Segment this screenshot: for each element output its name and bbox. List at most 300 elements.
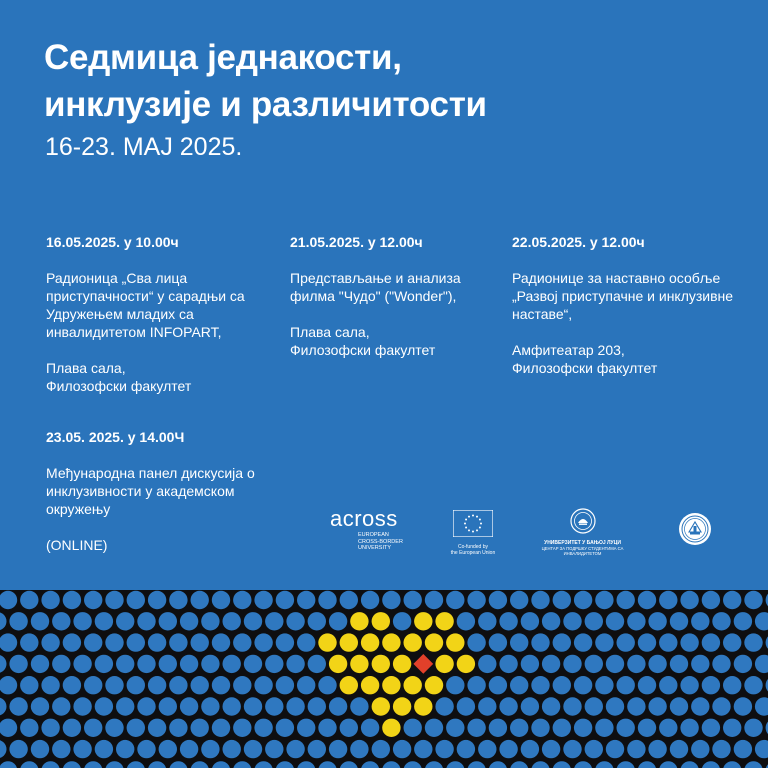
- event-datetime: 21.05.2025. у 12.00ч: [290, 234, 423, 250]
- blue-dot: [31, 655, 49, 673]
- yellow-dot: [372, 655, 390, 673]
- across-logo: [330, 508, 420, 552]
- blue-dot: [510, 676, 528, 694]
- blue-dot: [63, 761, 81, 768]
- blue-dot: [425, 761, 443, 768]
- blue-dot: [404, 761, 422, 768]
- blue-dot: [755, 740, 768, 758]
- blue-dot: [9, 612, 27, 630]
- blue-dot: [542, 697, 560, 715]
- eu-logo: [448, 510, 498, 556]
- blue-dot: [680, 719, 698, 737]
- blue-dot: [308, 655, 326, 673]
- blue-dot: [20, 633, 38, 651]
- blue-dot: [84, 591, 102, 609]
- unibl-name: УНИВЕРЗИТЕТ У БАЊОЈ ЛУЦИ: [544, 540, 621, 546]
- blue-dot: [148, 761, 166, 768]
- blue-dot: [648, 655, 666, 673]
- blue-dot: [276, 591, 294, 609]
- event-dates: 16-23. MAJ 2025.: [45, 133, 243, 161]
- blue-dot: [723, 676, 741, 694]
- blue-dot: [521, 612, 539, 630]
- blue-dot: [680, 676, 698, 694]
- blue-dot: [702, 719, 720, 737]
- blue-dot: [95, 740, 113, 758]
- blue-dot: [180, 697, 198, 715]
- blue-dot: [212, 719, 230, 737]
- blue-dot: [41, 591, 59, 609]
- blue-dot: [308, 612, 326, 630]
- blue-dot: [467, 591, 485, 609]
- blue-dot: [361, 761, 379, 768]
- blue-dot: [276, 761, 294, 768]
- blue-dot: [734, 612, 752, 630]
- blue-dot: [744, 761, 762, 768]
- event-location: (ONLINE): [46, 537, 108, 553]
- blue-dot: [31, 740, 49, 758]
- blue-dot: [95, 612, 113, 630]
- blue-dot: [223, 697, 241, 715]
- blue-dot: [105, 719, 123, 737]
- blue-dot: [52, 740, 70, 758]
- blue-dot: [680, 761, 698, 768]
- blue-dot: [574, 761, 592, 768]
- blue-dot: [563, 740, 581, 758]
- blue-dot: [361, 719, 379, 737]
- eu-star: [476, 529, 478, 531]
- eu-cofunded-text: Co-funded by the European Union: [450, 544, 496, 556]
- eu-star: [465, 519, 467, 521]
- blue-dot: [95, 697, 113, 715]
- blue-dot: [137, 697, 155, 715]
- yellow-dot: [340, 676, 358, 694]
- blue-dot: [159, 612, 177, 630]
- blue-dot: [617, 676, 635, 694]
- blue-dot: [606, 612, 624, 630]
- blue-dot: [542, 612, 560, 630]
- blue-dot: [723, 633, 741, 651]
- blue-dot: [318, 591, 336, 609]
- blue-dot: [734, 655, 752, 673]
- blue-dot: [329, 740, 347, 758]
- blue-dot: [52, 655, 70, 673]
- title-line-2: инклузије и различитости: [44, 85, 487, 124]
- blue-dot: [595, 676, 613, 694]
- blue-dot: [521, 740, 539, 758]
- blue-dot: [574, 719, 592, 737]
- blue-dot: [435, 740, 453, 758]
- blue-dot: [670, 740, 688, 758]
- blue-dot: [63, 633, 81, 651]
- blue-dot: [223, 655, 241, 673]
- blue-dot: [63, 676, 81, 694]
- blue-dot: [276, 719, 294, 737]
- blue-dot: [286, 655, 304, 673]
- blue-dot: [489, 633, 507, 651]
- blue-dot: [638, 761, 656, 768]
- blue-dot: [20, 676, 38, 694]
- blue-dot: [148, 591, 166, 609]
- blue-dot: [617, 633, 635, 651]
- blue-dot: [169, 719, 187, 737]
- event-description: Радионице за наставно особље „Развој приступачне и инклузивне наставе“,: [512, 270, 734, 322]
- eu-star: [479, 527, 481, 529]
- blue-dot: [606, 655, 624, 673]
- red-diamond: [413, 654, 433, 674]
- blue-dot: [638, 591, 656, 609]
- blue-dot: [95, 655, 113, 673]
- blue-dot: [393, 612, 411, 630]
- blue-dot: [41, 761, 59, 768]
- blue-dot: [201, 697, 219, 715]
- blue-dot: [361, 591, 379, 609]
- faculty-seal-icon: [678, 512, 712, 546]
- across-tagline: EUROPEAN CROSS-BORDER UNIVERSITY: [358, 532, 403, 551]
- blue-dot: [755, 697, 768, 715]
- blue-dot: [744, 633, 762, 651]
- blue-dot: [0, 633, 17, 651]
- blue-dot: [510, 719, 528, 737]
- blue-dot: [212, 676, 230, 694]
- yellow-dot: [382, 676, 400, 694]
- blue-dot: [755, 612, 768, 630]
- blue-dot: [127, 676, 145, 694]
- blue-dot: [191, 761, 209, 768]
- blue-dot: [127, 719, 145, 737]
- blue-dot: [0, 761, 17, 768]
- blue-dot: [691, 655, 709, 673]
- eu-star: [479, 519, 481, 521]
- blue-dot: [191, 633, 209, 651]
- blue-dot: [244, 697, 262, 715]
- blue-dot: [435, 697, 453, 715]
- blue-dot: [489, 591, 507, 609]
- blue-dot: [9, 655, 27, 673]
- blue-dot: [467, 761, 485, 768]
- event-description: Радионица „Сва лица приступачности“ у сарадњи са Удружењем младих са инвалидитетом INFOPART,: [46, 270, 245, 340]
- blue-dot: [372, 740, 390, 758]
- blue-dot: [276, 676, 294, 694]
- blue-dot: [52, 612, 70, 630]
- blue-dot: [382, 761, 400, 768]
- blue-dot: [489, 676, 507, 694]
- blue-dot: [308, 740, 326, 758]
- blue-dot: [521, 697, 539, 715]
- blue-dot: [723, 761, 741, 768]
- blue-dot: [680, 591, 698, 609]
- blue-dot: [0, 655, 7, 673]
- blue-dot: [606, 740, 624, 758]
- blue-dot: [478, 655, 496, 673]
- blue-dot: [531, 591, 549, 609]
- blue-dot: [563, 655, 581, 673]
- blue-dot: [595, 591, 613, 609]
- blue-dot: [223, 740, 241, 758]
- blue-dot: [191, 719, 209, 737]
- blue-dot: [254, 591, 272, 609]
- yellow-dot: [372, 697, 390, 715]
- blue-dot: [734, 697, 752, 715]
- blue-dot: [340, 719, 358, 737]
- blue-dot: [148, 676, 166, 694]
- blue-dot: [414, 740, 432, 758]
- blue-dot: [638, 719, 656, 737]
- blue-dot: [265, 655, 283, 673]
- blue-dot: [723, 591, 741, 609]
- blue-dot: [318, 719, 336, 737]
- blue-dot: [137, 612, 155, 630]
- blue-dot: [691, 612, 709, 630]
- eu-star: [472, 531, 474, 533]
- event-datetime: 23.05. 2025. у 14.00Ч: [46, 429, 185, 445]
- eu-star: [476, 516, 478, 518]
- blue-dot: [244, 740, 262, 758]
- blue-dot: [553, 761, 571, 768]
- blue-dot: [510, 761, 528, 768]
- event-location: Амфитеатар 203, Филозофски факултет: [512, 342, 658, 376]
- blue-dot: [265, 697, 283, 715]
- dot-heart-graphic: [0, 590, 768, 768]
- blue-dot: [137, 655, 155, 673]
- eu-star: [468, 516, 470, 518]
- blue-dot: [244, 655, 262, 673]
- blue-dot: [41, 676, 59, 694]
- blue-dot: [73, 655, 91, 673]
- poster-title: [44, 34, 487, 128]
- blue-dot: [31, 697, 49, 715]
- blue-dot: [446, 676, 464, 694]
- blue-dot: [617, 719, 635, 737]
- blue-dot: [116, 612, 134, 630]
- yellow-dot: [457, 655, 475, 673]
- blue-dot: [244, 612, 262, 630]
- blue-dot: [254, 761, 272, 768]
- event-datetime: 22.05.2025. у 12.00ч: [512, 234, 645, 250]
- blue-dot: [84, 761, 102, 768]
- blue-dot: [638, 633, 656, 651]
- unibl-logo: [535, 508, 630, 556]
- blue-dot: [659, 719, 677, 737]
- blue-dot: [180, 655, 198, 673]
- blue-dot: [382, 591, 400, 609]
- blue-dot: [169, 676, 187, 694]
- blue-dot: [585, 697, 603, 715]
- university-emblem-icon: [570, 508, 596, 534]
- blue-dot: [659, 761, 677, 768]
- blue-dot: [542, 740, 560, 758]
- blue-dot: [712, 740, 730, 758]
- yellow-dot: [414, 697, 432, 715]
- blue-dot: [744, 676, 762, 694]
- yellow-dot: [435, 612, 453, 630]
- blue-dot: [627, 612, 645, 630]
- blue-dot: [467, 676, 485, 694]
- blue-dot: [116, 697, 134, 715]
- faculty-seal-logo: [678, 512, 712, 551]
- event-description: Међународна панел дискусија о инклузивности у академском окружењу: [46, 465, 255, 517]
- blue-dot: [159, 697, 177, 715]
- across-wordmark: across: [330, 506, 398, 531]
- yellow-dot: [350, 655, 368, 673]
- blue-dot: [510, 633, 528, 651]
- blue-dot: [286, 697, 304, 715]
- blue-dot: [478, 612, 496, 630]
- blue-dot: [191, 676, 209, 694]
- blue-dot: [499, 655, 517, 673]
- blue-dot: [531, 633, 549, 651]
- blue-dot: [531, 676, 549, 694]
- event-block: [290, 233, 500, 359]
- blue-dot: [425, 591, 443, 609]
- blue-dot: [212, 633, 230, 651]
- blue-dot: [297, 676, 315, 694]
- blue-dot: [84, 719, 102, 737]
- blue-dot: [606, 697, 624, 715]
- blue-dot: [340, 761, 358, 768]
- blue-dot: [574, 591, 592, 609]
- blue-dot: [712, 655, 730, 673]
- blue-dot: [212, 591, 230, 609]
- blue-dot: [553, 719, 571, 737]
- blue-dot: [510, 591, 528, 609]
- blue-dot: [744, 719, 762, 737]
- blue-dot: [105, 591, 123, 609]
- blue-dot: [404, 591, 422, 609]
- eu-star: [468, 529, 470, 531]
- blue-dot: [105, 676, 123, 694]
- blue-dot: [73, 697, 91, 715]
- blue-dot: [627, 740, 645, 758]
- blue-dot: [553, 591, 571, 609]
- eu-star: [464, 523, 466, 525]
- blue-dot: [617, 761, 635, 768]
- blue-dot: [457, 740, 475, 758]
- blue-dot: [52, 697, 70, 715]
- blue-dot: [553, 633, 571, 651]
- blue-dot: [755, 655, 768, 673]
- blue-dot: [63, 719, 81, 737]
- blue-dot: [457, 612, 475, 630]
- blue-dot: [201, 655, 219, 673]
- blue-dot: [297, 761, 315, 768]
- blue-dot: [169, 761, 187, 768]
- blue-dot: [105, 633, 123, 651]
- blue-dot: [670, 612, 688, 630]
- yellow-dot: [372, 612, 390, 630]
- blue-dot: [467, 719, 485, 737]
- blue-dot: [457, 697, 475, 715]
- yellow-dot: [382, 633, 400, 651]
- blue-dot: [297, 719, 315, 737]
- blue-dot: [595, 719, 613, 737]
- blue-dot: [531, 761, 549, 768]
- unibl-center-name: ЦЕНТАР ЗА ПОДРШКУ СТУДЕНТИМА СА ИНВАЛИДИТЕТОМ: [541, 546, 624, 556]
- blue-dot: [574, 633, 592, 651]
- blue-dot: [180, 740, 198, 758]
- blue-dot: [627, 655, 645, 673]
- blue-dot: [638, 676, 656, 694]
- blue-dot: [350, 697, 368, 715]
- blue-dot: [489, 719, 507, 737]
- blue-dot: [393, 740, 411, 758]
- blue-dot: [585, 612, 603, 630]
- blue-dot: [563, 612, 581, 630]
- blue-dot: [489, 761, 507, 768]
- blue-dot: [446, 761, 464, 768]
- blue-dot: [478, 740, 496, 758]
- blue-dot: [127, 633, 145, 651]
- blue-dot: [553, 676, 571, 694]
- blue-dot: [467, 633, 485, 651]
- blue-dot: [648, 697, 666, 715]
- blue-dot: [659, 676, 677, 694]
- blue-dot: [404, 719, 422, 737]
- blue-dot: [617, 591, 635, 609]
- blue-dot: [670, 697, 688, 715]
- partner-logos: [330, 508, 730, 558]
- blue-dot: [159, 740, 177, 758]
- event-location: Плава сала, Филозофски факултет: [290, 324, 436, 358]
- blue-dot: [73, 612, 91, 630]
- blue-dot: [627, 697, 645, 715]
- blue-dot: [648, 612, 666, 630]
- blue-dot: [73, 740, 91, 758]
- blue-dot: [595, 761, 613, 768]
- yellow-dot: [414, 612, 432, 630]
- blue-dot: [116, 740, 134, 758]
- blue-dot: [499, 740, 517, 758]
- blue-dot: [105, 761, 123, 768]
- blue-dot: [446, 591, 464, 609]
- yellow-dot: [404, 633, 422, 651]
- yellow-dot: [382, 719, 400, 737]
- decorative-dot-pattern: [0, 590, 768, 768]
- blue-dot: [329, 697, 347, 715]
- blue-dot: [659, 591, 677, 609]
- blue-dot: [0, 676, 17, 694]
- blue-dot: [212, 761, 230, 768]
- blue-dot: [31, 612, 49, 630]
- blue-dot: [20, 761, 38, 768]
- eu-star: [472, 515, 474, 517]
- blue-dot: [478, 697, 496, 715]
- blue-dot: [691, 740, 709, 758]
- blue-dot: [191, 591, 209, 609]
- blue-dot: [169, 591, 187, 609]
- blue-dot: [233, 719, 251, 737]
- blue-dot: [0, 697, 7, 715]
- blue-dot: [691, 697, 709, 715]
- blue-dot: [127, 591, 145, 609]
- yellow-dot: [361, 676, 379, 694]
- yellow-dot: [393, 655, 411, 673]
- blue-dot: [0, 591, 17, 609]
- blue-dot: [521, 655, 539, 673]
- yellow-dot: [318, 633, 336, 651]
- blue-dot: [702, 591, 720, 609]
- yellow-dot: [404, 676, 422, 694]
- blue-dot: [585, 740, 603, 758]
- eu-flag-icon: [453, 510, 493, 537]
- blue-dot: [340, 591, 358, 609]
- blue-dot: [585, 655, 603, 673]
- blue-dot: [542, 655, 560, 673]
- blue-dot: [20, 719, 38, 737]
- eu-star: [480, 523, 482, 525]
- blue-dot: [0, 740, 7, 758]
- yellow-dot: [350, 612, 368, 630]
- blue-dot: [744, 591, 762, 609]
